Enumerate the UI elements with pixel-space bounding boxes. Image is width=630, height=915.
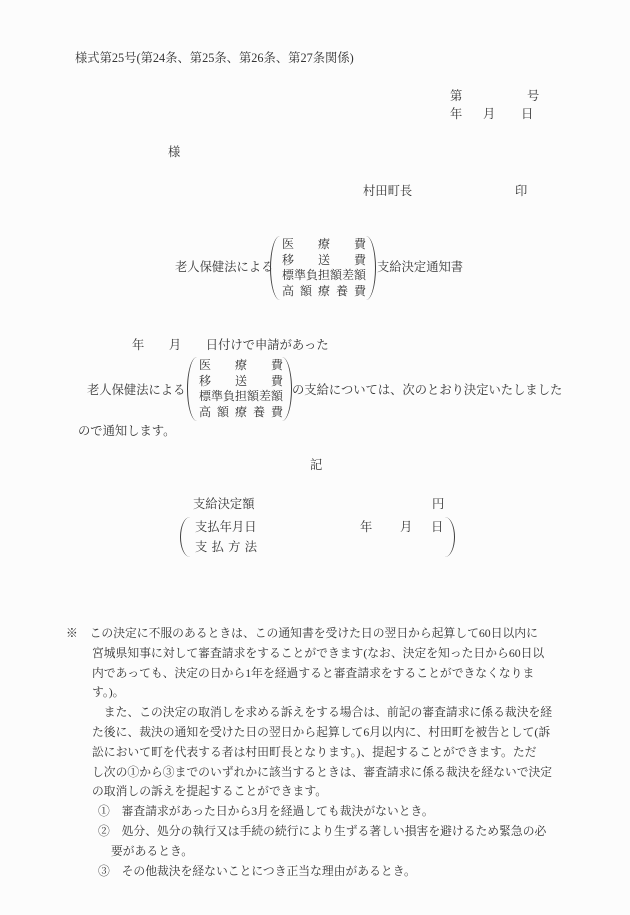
decision-suffix: の支給については、次のとおり決定いたしました bbox=[292, 383, 563, 397]
addressee-honorific: 様 bbox=[168, 145, 181, 159]
title-prefix: 老人保健法による bbox=[175, 260, 274, 274]
note-line: 訟において町を代表する者は村田町長となります。)、提起することができます。ただ bbox=[92, 744, 537, 759]
payment-date-month: 月 bbox=[400, 520, 413, 534]
issue-date-year: 年 bbox=[450, 107, 463, 121]
sender-title: 村田町長 bbox=[363, 184, 413, 198]
benefit-option: 高額療養費 bbox=[199, 404, 283, 419]
note-item-2-cont: 要があるとき。 bbox=[111, 843, 194, 858]
form-code: 様式第25号(第24条、第25条、第26条、第27条関係) bbox=[75, 51, 354, 65]
record-close-paren bbox=[445, 517, 455, 557]
payment-date-day: 日 bbox=[431, 520, 444, 534]
benefit-option: 医療費 bbox=[199, 358, 283, 372]
note-line: す。)。 bbox=[92, 685, 125, 700]
payment-method-label: 支払方法 bbox=[195, 540, 257, 554]
doc-number-prefix: 第 bbox=[450, 89, 463, 103]
title-suffix: 支給決定通知書 bbox=[377, 260, 464, 274]
note-line: 宮城県知事に対して審査請求をすることができます(なお、決定を知った日から60日以 bbox=[92, 645, 545, 660]
note-line: の取消しの訴えを提起することができます。 bbox=[92, 784, 327, 799]
decision-close-paren bbox=[282, 357, 292, 421]
benefit-option: 医療費 bbox=[282, 237, 366, 251]
amount-unit: 円 bbox=[432, 497, 445, 511]
record-heading: 記 bbox=[310, 458, 323, 472]
payment-date-year: 年 bbox=[360, 520, 373, 534]
benefit-option: 高額療養費 bbox=[282, 283, 366, 298]
decision-prefix: 老人保健法による bbox=[87, 383, 186, 397]
payment-date-label: 支払年月日 bbox=[195, 520, 257, 534]
decision-benefit-list bbox=[199, 358, 283, 420]
benefit-option: 移送費 bbox=[282, 252, 366, 267]
title-close-paren bbox=[366, 236, 376, 300]
benefit-option: 標準負担額差額 bbox=[282, 268, 367, 282]
note-item-1: ① 審査請求があった日から3月を経過しても裁決がないとき。 bbox=[98, 804, 434, 819]
title-benefit-list bbox=[282, 237, 366, 299]
benefit-option: 標準負担額差額 bbox=[199, 389, 284, 403]
amount-label: 支給決定額 bbox=[193, 497, 255, 511]
title-open-paren bbox=[270, 236, 280, 300]
note-item-3: ③ その他裁決を経ないことにつき正当な理由があるとき。 bbox=[98, 863, 416, 878]
note-item-2: ② 処分、処分の執行又は手続の続行により生ずる著しい損害を避けるため緊急の必 bbox=[98, 823, 547, 838]
benefit-option: 移送費 bbox=[199, 373, 283, 388]
record-open-paren bbox=[180, 517, 190, 557]
decision-tail: ので通知します。 bbox=[78, 424, 176, 438]
note-line: し次の①から③までのいずれかに該当するときは、審査請求に係る裁決を経ないで決定 bbox=[92, 764, 553, 779]
issue-date-day: 日 bbox=[521, 107, 534, 121]
note-line: ※ この決定に不服のあるときは、この通知書を受けた日の翌日から起算して60日以内に bbox=[66, 626, 538, 640]
decision-open-paren bbox=[187, 357, 197, 421]
note-line: た後に、裁決の通知を受けた日の翌日から起算して6月以内に、村田町を被告として(訴 bbox=[92, 724, 551, 739]
doc-number-suffix: 号 bbox=[527, 89, 540, 103]
seal-mark: 印 bbox=[515, 184, 528, 198]
note-line: また、この決定の取消しを求める訴えをする場合は、前記の審査請求に係る裁決を経 bbox=[92, 705, 553, 720]
appeal-note bbox=[0, 624, 630, 881]
application-date-line: 年 月 日付けで申請があった bbox=[132, 338, 329, 352]
note-line: 内であっても、決定の日から1年を経過すると審査請求をすることができなくなりま bbox=[92, 665, 535, 680]
issue-date-month: 月 bbox=[483, 107, 496, 121]
